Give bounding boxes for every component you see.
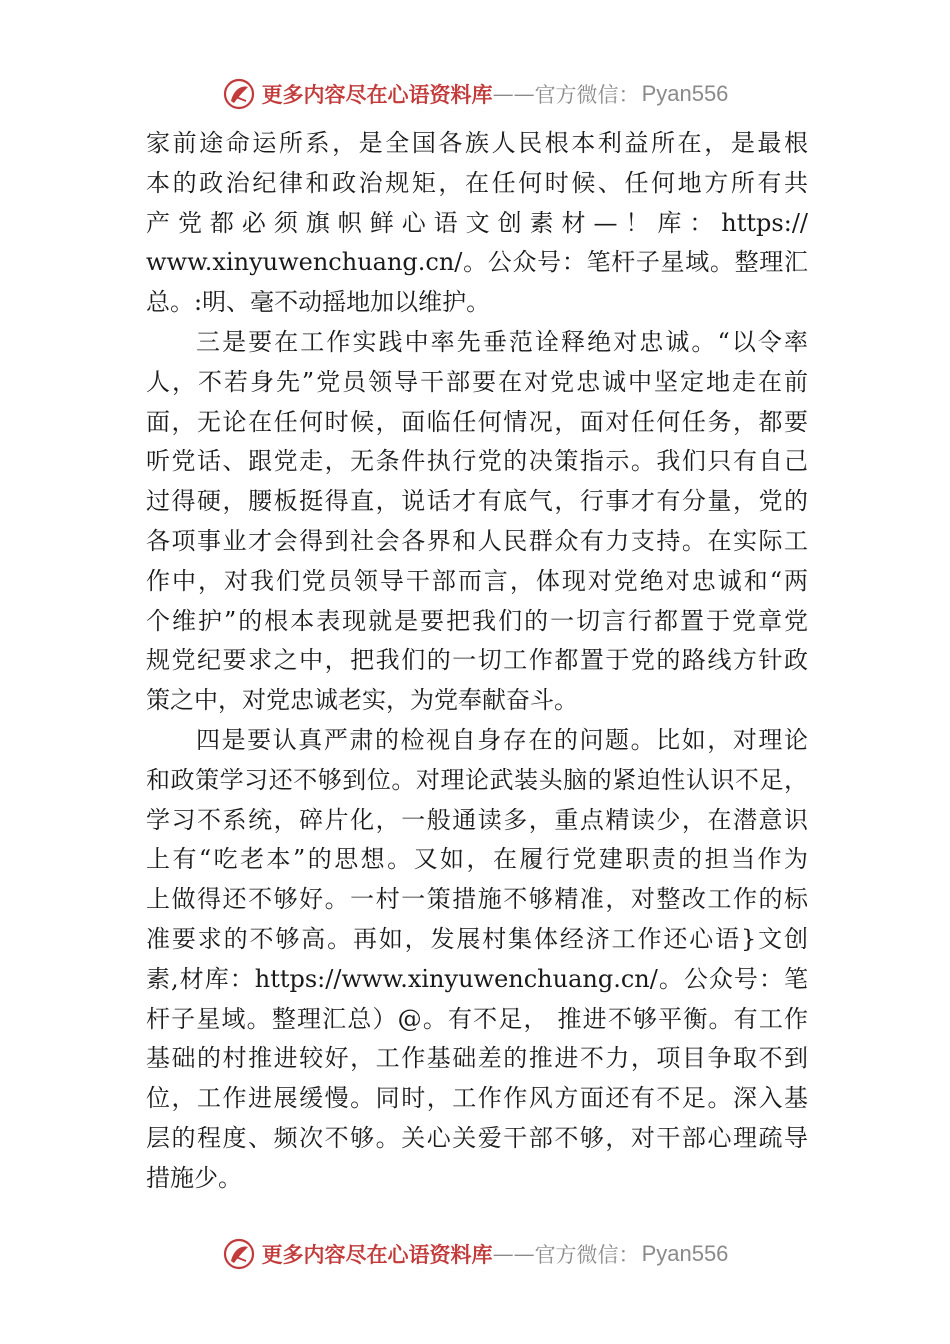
text-line: 位，工作进展缓慢。同时，工作作风方面还有不足。深入基 — [146, 1084, 808, 1113]
paragraph-start: 四是要认真严肃的检视自身存在的问题。比如，对理论 — [196, 725, 808, 754]
header-brand: 更多内容尽在心语资料库 — [261, 82, 493, 107]
footer-wechat-label: 官方微信： — [534, 1243, 640, 1267]
footer-brand: 更多内容尽在心语资料库 — [261, 1242, 493, 1267]
text-line: 规党纪要求之中，把我们的一切工作都置于党的路线方针政 — [146, 646, 808, 675]
footer-separator: —— — [492, 1242, 535, 1266]
text-line: 家前途命运所系，是全国各族人民根本利益所在，是最根 — [146, 129, 808, 157]
text-line: 个维护”的根本表现就是要把我们的一切言行都置于党章党 — [146, 606, 808, 635]
seal-logo-icon — [222, 1237, 256, 1271]
text-line: 上做得还不够好。一村一策措施不够精准，对整改工作的标 — [146, 885, 808, 914]
text-line: 产党都必须旗帜鲜心语文创素材—！库：https:// — [146, 208, 808, 237]
text-line: 学习不系统，碎片化，一般通读多，重点精读少，在潜意识 — [146, 805, 808, 834]
footer-banner — [0, 1232, 950, 1276]
text-line: 各项事业才会得到社会各界和人民群众有力支持。在实际工 — [146, 526, 808, 555]
seal-logo-icon — [222, 77, 256, 111]
header-wechat-id: Pyan556 — [641, 81, 729, 106]
header-banner — [0, 72, 950, 116]
text-line: 素,材库：https://www.xinyuwenchuang.cn/。公众号：笔 — [146, 964, 808, 993]
text-line: 策之中，对党忠诚老实，为党奉献奋斗。 — [146, 686, 578, 715]
text-line: 层的程度、频次不够。关心关爱干部不够，对干部心理疏导 — [146, 1123, 808, 1152]
footer-wechat-id: Pyan556 — [641, 1241, 729, 1266]
text-line: 作中，对我们党员领导干部而言，体现对党绝对忠诚和“两 — [146, 566, 808, 595]
text-line: 总。:明、毫不动摇地加以维护。 — [146, 288, 491, 317]
header-separator: —— — [492, 82, 535, 106]
text-line: 面，无论在任何时候，面临任何情况，面对任何任务，都要 — [146, 407, 808, 436]
text-line: www.xinyuwenchuang.cn/。公众号：笔杆子星域。整理汇 — [146, 248, 808, 277]
text-line: 上有“吃老本”的思想。又如，在履行党建职责的担当作为 — [146, 845, 808, 874]
text-line: 听党话、跟党走，无条件执行党的决策指示。我们只有自己 — [146, 447, 808, 476]
text-line: 基础的村推进较好，工作基础差的推进不力，项目争取不到 — [146, 1044, 808, 1073]
text-line: 过得硬，腰板挺得直，说话才有底气，行事才有分量，党的 — [146, 487, 808, 516]
text-line: 杆子星域。整理汇总）@。有不足， 推进不够平衡。有工作 — [146, 1004, 808, 1033]
text-line: 准要求的不够高。再如，发展村集体经济工作还心语}文创 — [146, 924, 808, 953]
text-line: 人，不若身先”党员领导干部要在对党忠诚中坚定地走在前 — [146, 367, 808, 396]
header-wechat-label: 官方微信： — [534, 83, 640, 107]
text-line: 和政策学习还不够到位。对理论武装头脑的紧迫性认识不足， — [146, 765, 808, 794]
text-line: 本的政治纪律和政治规矩，在任何时候、任何地方所有共 — [146, 168, 808, 197]
paragraph-start: 三是要在工作实践中率先垂范诠释绝对忠诚。“以令率 — [196, 327, 808, 356]
document-body — [146, 124, 808, 1199]
text-line: 措施少。 — [146, 1163, 242, 1192]
